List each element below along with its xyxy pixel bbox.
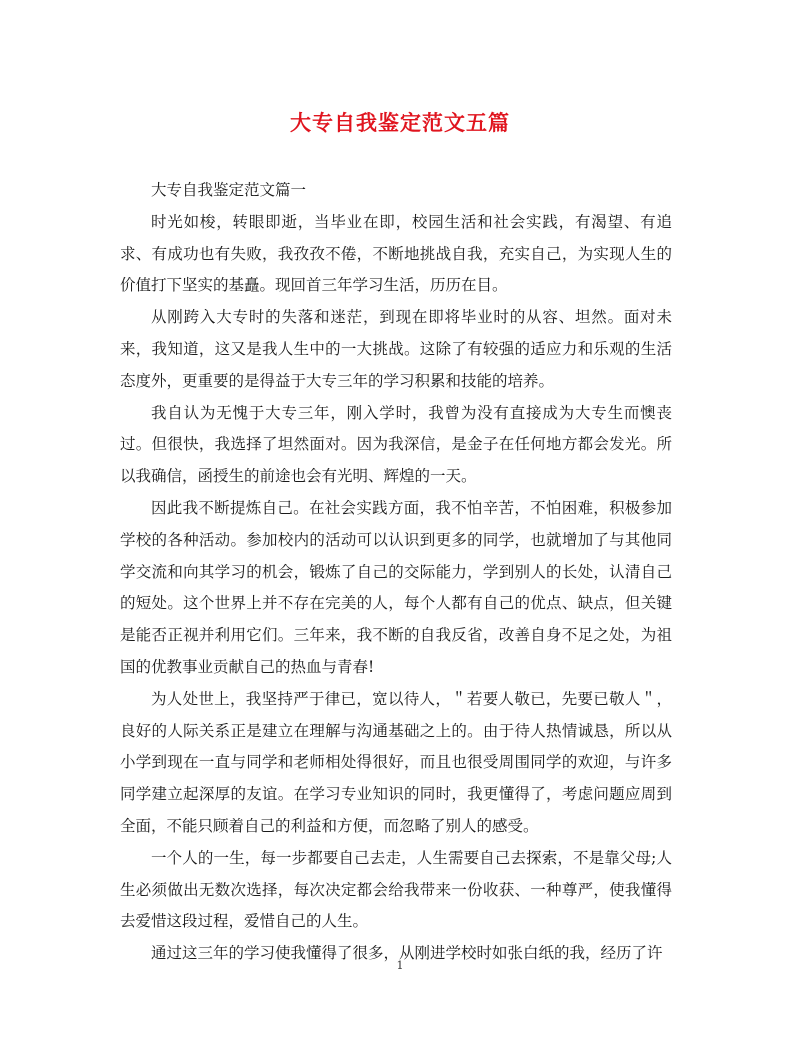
paragraph-3: 我自认为无愧于大专三年，刚入学时，我曾为没有直接成为大专生而懊丧过。但很快，我选择了坦然面对。因为我深信，是金子在任何地方都会发光。所以我确信，函授生的前途也会有光明、辉煌的一天。 <box>120 403 672 486</box>
document-title: 大专自我鉴定范文五篇 <box>290 110 510 135</box>
paragraph-6: 一个人的一生，每一步都要自己去走，人生需要自己去探索，不是靠父母;人生必须做出无数次选择，每次决定都会给我带来一份收获、一种尊严，使我懂得去爱惜这段过程，爱惜自己的人生。 <box>120 848 672 931</box>
paragraph-1: 时光如梭，转眼即逝，当毕业在即，校园生活和社会实践，有渴望、有追求、有成功也有失败，我孜孜不倦，不断地挑战自我，充实自己，为实现人生的价值打下坚实的基矗。现回首三年学习生活，历历在目。 <box>120 212 672 295</box>
page-number: 1 <box>396 959 404 972</box>
paragraph-5: 为人处世上，我坚持严于律已，宽以待人，＂若要人敬已，先要已敬人＂，良好的人际关系正是建立在理解与沟通基础之上的。由于待人热情诚恳，所以从小学到现在一直与同学和老师相处得很好，而且也很受周围同学的欢迎，与许多同学建立起深厚的友谊。在学习专业知识的同时，我更懂得了，考虑问题应周到全面，不能只顾着自己的利益和方便，而忽略了别人的感受。 <box>120 689 672 835</box>
section-heading: 大专自我鉴定范文篇一 <box>151 181 307 199</box>
paragraph-4: 因此我不断提炼自己。在社会实践方面，我不怕辛苦，不怕困难，积极参加学校的各种活动。参加校内的活动可以认识到更多的同学，也就增加了与其他同学交流和向其学习的机会，锻炼了自己的交际能力，学到别人的长处，认清自己的短处。这个世界上并不存在完美的人，每个人都有自己的优点、缺点，但关键是能否正视并利用它们。三年来，我不断的自我反省，改善自身不足之处，为祖国的优教事业贡献自己的热血与青春! <box>120 498 672 676</box>
document-body <box>120 175 672 970</box>
paragraph-7: 通过这三年的学习使我懂得了很多，从刚进学校时如张白纸的我，经历了许 <box>151 944 663 963</box>
paragraph-2: 从刚跨入大专时的失落和迷茫，到现在即将毕业时的从容、坦然。面对未来，我知道，这又是我人生中的一大挑战。这除了有较强的适应力和乐观的生活态度外，更重要的是得益于大专三年的学习积累和技能的培养。 <box>120 308 672 390</box>
